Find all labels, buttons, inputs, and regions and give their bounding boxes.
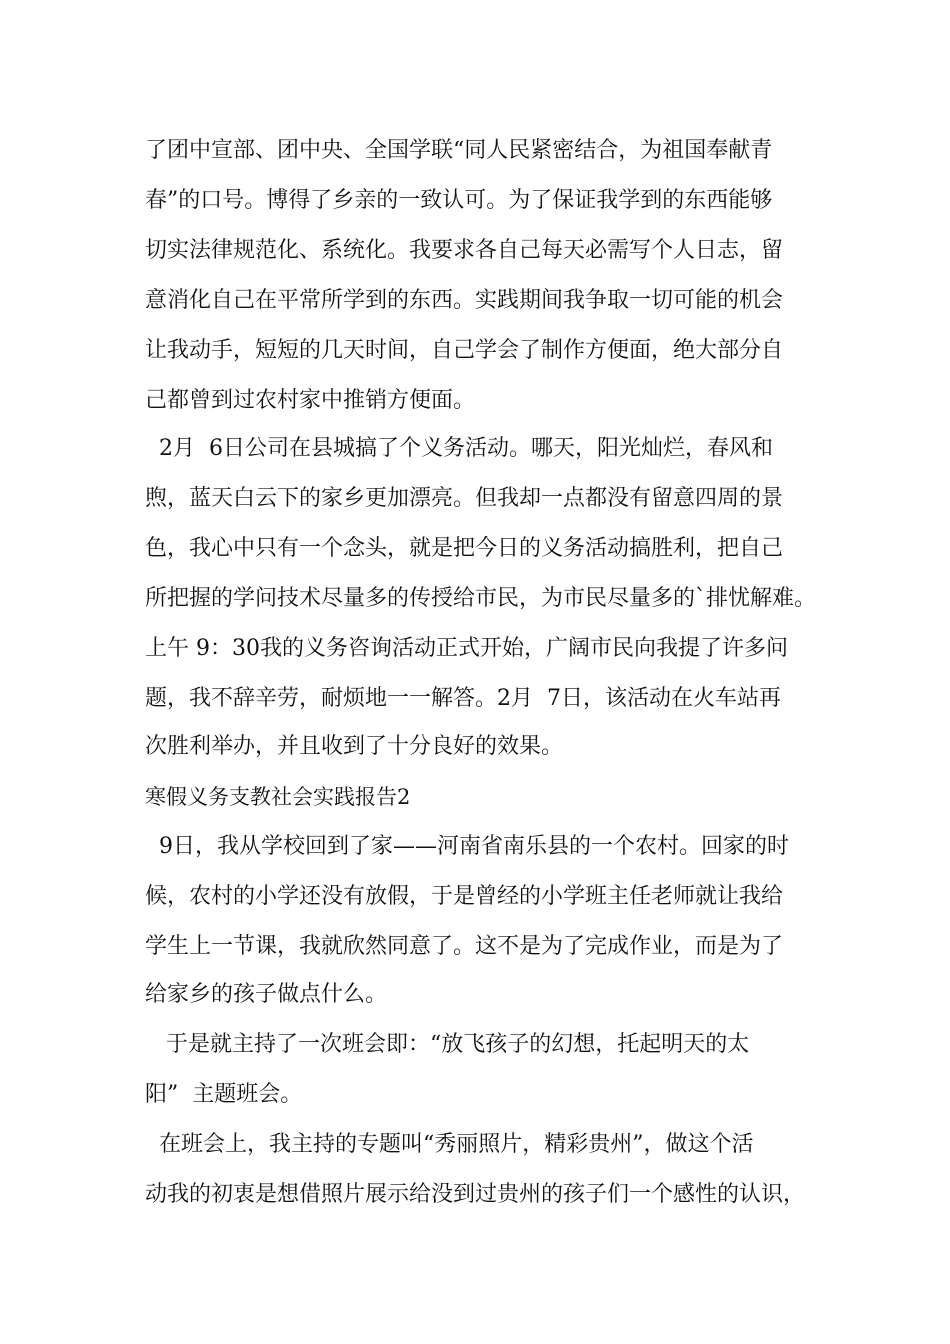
text-line: 次胜利举办，并且收到了十分良好的效果。 <box>145 734 564 759</box>
text-line: 己都曾到过农村家中推销方便面。 <box>145 388 476 413</box>
text-line: 学生上一节课，我就欣然同意了。这不是为了完成作业，而是为了 <box>145 934 784 959</box>
text-line: 了团中宣部、团中央、全国学联“同人民紧密结合，为祖国奉献青 <box>145 138 773 163</box>
text-line: 在班会上，我主持的专题叫“秀丽照片，精彩贵州”，做这个活 <box>145 1132 754 1157</box>
text-line: 让我动手，短短的几天时间，自己学会了制作方便面，绝大部分自 <box>145 338 784 363</box>
text-line: 切实法律规范化、系统化。我要求各自己每天必需写个人日志，留 <box>145 238 784 263</box>
section-heading: 寒假义务支教社会实践报告2 <box>145 785 411 809</box>
text-line: 意消化自己在平常所学到的东西。实践期间我争取一切可能的机会 <box>145 288 784 313</box>
text-line: 阳” 主题班会。 <box>145 1082 303 1107</box>
text-line: 所把握的学问技术尽量多的传授给市民，为市民尽量多的`排忧解难。 <box>145 586 817 611</box>
text-line: 候，农村的小学还没有放假，于是曾经的小学班主任老师就让我给 <box>145 884 784 909</box>
text-line: 9日，我从学校回到了家——河南省南乐县的一个农村。回家的时 <box>145 834 789 859</box>
text-line: 给家乡的孩子做点什么。 <box>145 982 388 1007</box>
text-line: 于是就主持了一次班会即：“放飞孩子的幻想，托起明天的太 <box>145 1032 750 1057</box>
text-line: 2月 6日公司在县城搞了个义务活动。哪天，阳光灿烂，春风和 <box>145 436 773 461</box>
text-line: 动我的初衷是想借照片展示给没到过贵州的孩子们一个感性的认识， <box>145 1182 806 1207</box>
text-line: 题，我不辞辛劳，耐烦地一一解答。2月 7日，该活动在火车站再 <box>145 686 781 711</box>
text-line: 上午 9：30我的义务咨询活动正式开始，广阔市民向我提了许多问 <box>145 636 788 661</box>
text-line: 春”的口号。博得了乡亲的一致认可。为了保证我学到的东西能够 <box>145 188 773 213</box>
text-line: 煦，蓝天白云下的家乡更加漂亮。但我却一点都没有留意四周的景 <box>145 486 784 511</box>
text-line: 色，我心中只有一个念头，就是把今日的义务活动搞胜利，把自己 <box>145 536 784 561</box>
